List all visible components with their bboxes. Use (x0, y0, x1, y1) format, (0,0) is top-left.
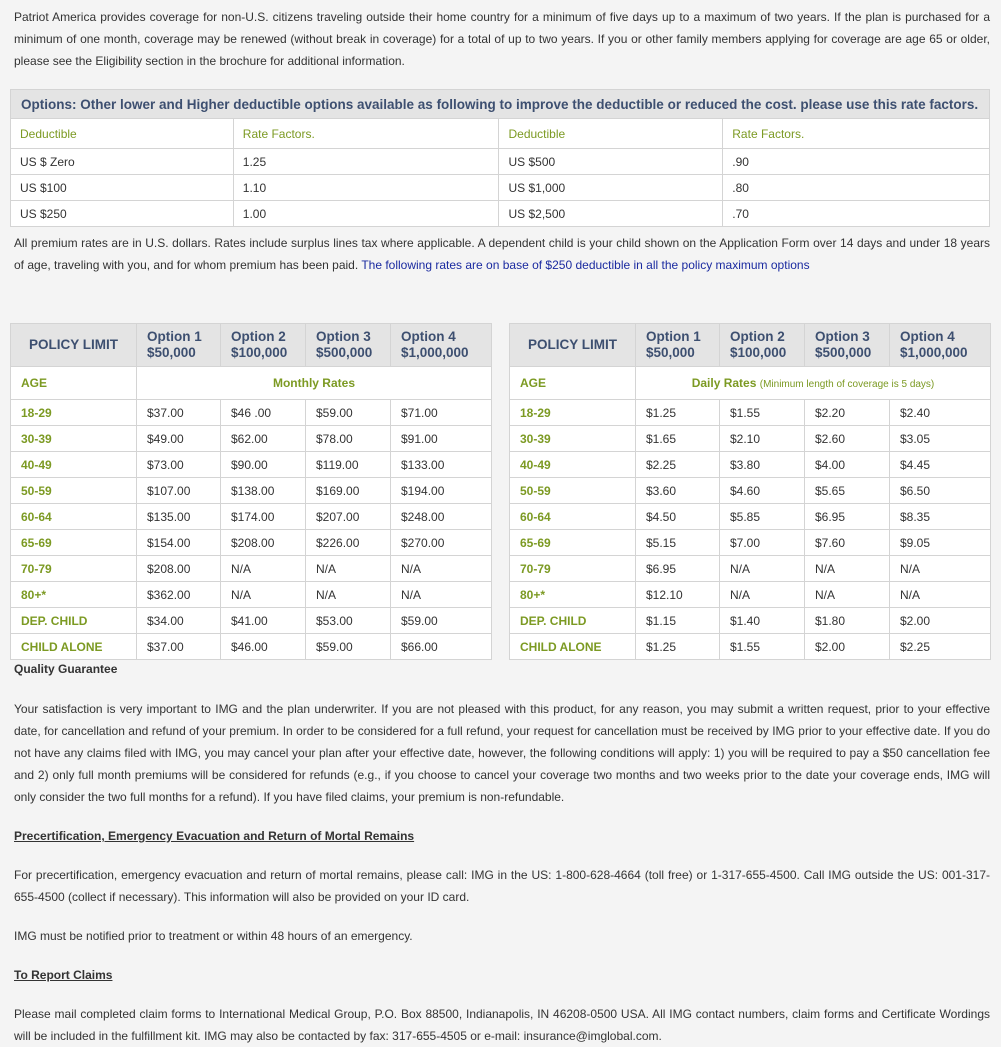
option-header: Option 2 $100,000 (221, 324, 306, 367)
rate-cell: $7.60 (805, 530, 890, 556)
rate-cell: $119.00 (306, 452, 391, 478)
rate-cell: $37.00 (137, 400, 221, 426)
table-row (11, 608, 492, 634)
precertification-heading: Precertification, Emergency Evacuation and Return of Mortal Remains (14, 829, 415, 843)
premium-note-text: All premium rates are in U.S. dollars. Rates include surplus lines tax where applicable. A dependent child is your child shown on the Application Form over 14 days and under 18 years of age, traveling with you, and for whom premium has been paid. (14, 236, 990, 272)
age-group: 18-29 (11, 400, 137, 426)
table-row (510, 608, 991, 634)
rate-factor: 1.00 (233, 201, 499, 227)
rate-cell: $2.25 (890, 634, 991, 660)
age-group: 70-79 (11, 556, 137, 582)
rate-cell: $3.60 (636, 478, 720, 504)
rate-cell: $138.00 (221, 478, 306, 504)
rate-cell: $2.00 (805, 634, 890, 660)
rate-cell: $8.35 (890, 504, 991, 530)
rate-factor: 1.25 (233, 149, 499, 175)
rate-factor-col-header: Rate Factors. (723, 119, 990, 149)
deductible-amount: US $250 (11, 201, 234, 227)
rate-factor: .80 (723, 175, 990, 201)
rate-cell: $6.95 (805, 504, 890, 530)
rate-cell: $46 .00 (221, 400, 306, 426)
rate-cell: $4.60 (720, 478, 805, 504)
rate-cell: $133.00 (391, 452, 492, 478)
notification-text: IMG must be notified prior to treatment or within 48 hours of an emergency. (14, 929, 413, 943)
precertification-text: For precertification, emergency evacuation and return of mortal remains, please call: IMG in the US: 1-800-628-4664 (toll free) or 1-317-655-4500. Call IMG outside the US: 001-317-655-4500 (collect if necessary). This information will also be provided on your ID card. (14, 868, 990, 904)
deductible-amount: US $100 (11, 175, 234, 201)
rate-cell: $4.00 (805, 452, 890, 478)
age-group: CHILD ALONE (11, 634, 137, 660)
table-row (11, 201, 990, 227)
deductible-base-note: The following rates are on base of $250 deductible in all the policy maximum options (361, 258, 810, 272)
rate-factor-col-header: Rate Factors. (233, 119, 499, 149)
rate-cell: N/A (805, 582, 890, 608)
table-row (11, 175, 990, 201)
rate-cell: $2.40 (890, 400, 991, 426)
policy-limit-header: POLICY LIMIT (510, 324, 636, 367)
rate-cell: N/A (720, 556, 805, 582)
table-row (510, 452, 991, 478)
rate-cell: $226.00 (306, 530, 391, 556)
monthly-rates-header: Monthly Rates (137, 367, 492, 400)
table-row (510, 530, 991, 556)
age-group: 30-39 (510, 426, 636, 452)
option-header: Option 3 $500,000 (306, 324, 391, 367)
rate-cell: $2.60 (805, 426, 890, 452)
rate-cell: $2.10 (720, 426, 805, 452)
option-header: Option 2 $100,000 (720, 324, 805, 367)
option-header: Option 4 $1,000,000 (391, 324, 492, 367)
age-group: CHILD ALONE (510, 634, 636, 660)
report-claims-heading: To Report Claims (14, 968, 113, 982)
rate-factor: .70 (723, 201, 990, 227)
rate-factor: 1.10 (233, 175, 499, 201)
rate-cell: $248.00 (391, 504, 492, 530)
table-row (11, 530, 492, 556)
age-group: 40-49 (11, 452, 137, 478)
rate-cell: $1.40 (720, 608, 805, 634)
table-row (11, 400, 492, 426)
rate-cell: N/A (221, 582, 306, 608)
deductible-amount: US $2,500 (499, 201, 723, 227)
age-group: 65-69 (510, 530, 636, 556)
rate-factor: .90 (723, 149, 990, 175)
age-group: 80+* (11, 582, 137, 608)
intro-paragraph: Patriot America provides coverage for non-U.S. citizens traveling outside their home country for a minimum of five days up to a maximum of two years. If the plan is purchased for a minimum of one month, coverage may be renewed (without break in coverage) for a total of up to two years. If you or other family members applying for coverage are age 65 or older, please see the Eligibility section in the brochure for additional information. (14, 10, 990, 68)
rate-cell: $1.25 (636, 634, 720, 660)
rate-cell: N/A (391, 556, 492, 582)
rate-cell: N/A (306, 582, 391, 608)
rate-cell: $91.00 (391, 426, 492, 452)
rate-cell: $5.65 (805, 478, 890, 504)
rate-cell: $59.00 (391, 608, 492, 634)
option-header: Option 3 $500,000 (805, 324, 890, 367)
rate-cell: $1.80 (805, 608, 890, 634)
rate-cell: $5.15 (636, 530, 720, 556)
option-header: Option 1 $50,000 (137, 324, 221, 367)
rate-cell: $9.05 (890, 530, 991, 556)
age-group: 30-39 (11, 426, 137, 452)
table-row (11, 452, 492, 478)
rate-cell: $2.25 (636, 452, 720, 478)
rate-cell: $12.10 (636, 582, 720, 608)
rate-cell: N/A (720, 582, 805, 608)
rate-cell: $49.00 (137, 426, 221, 452)
table-row (510, 400, 991, 426)
rate-cell: N/A (890, 582, 991, 608)
deductible-amount: US $1,000 (499, 175, 723, 201)
rate-cell: $5.85 (720, 504, 805, 530)
rate-cell: $2.20 (805, 400, 890, 426)
rate-cell: $169.00 (306, 478, 391, 504)
rate-cell: $41.00 (221, 608, 306, 634)
premium-note (14, 232, 990, 276)
table-row (11, 634, 492, 660)
deductible-col-header: Deductible (499, 119, 723, 149)
table-row (11, 504, 492, 530)
deductible-options-heading: Options: Other lower and Higher deductible options available as following to improve the deductible or reduced the cost. please use this rate factors. (11, 90, 990, 119)
rate-cell: N/A (805, 556, 890, 582)
rate-cell: $1.25 (636, 400, 720, 426)
rate-cell: $6.95 (636, 556, 720, 582)
rate-cell: $37.00 (137, 634, 221, 660)
rate-cell: $1.65 (636, 426, 720, 452)
table-row (510, 426, 991, 452)
table-row (11, 556, 492, 582)
rate-cell: N/A (306, 556, 391, 582)
rate-cell: $34.00 (137, 608, 221, 634)
deductible-col-header: Deductible (11, 119, 234, 149)
deductible-amount: US $ Zero (11, 149, 234, 175)
age-group: 18-29 (510, 400, 636, 426)
rate-cell: $7.00 (720, 530, 805, 556)
monthly-rates-body (11, 400, 492, 660)
table-row (11, 582, 492, 608)
daily-min-note: (Minimum length of coverage is 5 days) (759, 379, 935, 390)
rate-cell: $154.00 (137, 530, 221, 556)
option-header: Option 4 $1,000,000 (890, 324, 991, 367)
age-group: 70-79 (510, 556, 636, 582)
policy-limit-header: POLICY LIMIT (11, 324, 137, 367)
rate-cell: $194.00 (391, 478, 492, 504)
rate-cell: $53.00 (306, 608, 391, 634)
rate-cell: $174.00 (221, 504, 306, 530)
rate-cell: $1.55 (720, 634, 805, 660)
age-header: AGE (11, 367, 137, 400)
rate-cell: $90.00 (221, 452, 306, 478)
daily-rates-body (510, 400, 991, 660)
rate-cell: $71.00 (391, 400, 492, 426)
age-group: DEP. CHILD (11, 608, 137, 634)
rate-cell: $2.00 (890, 608, 991, 634)
age-group: 60-64 (510, 504, 636, 530)
table-row (510, 478, 991, 504)
rate-cell: $59.00 (306, 634, 391, 660)
rate-cell: $362.00 (137, 582, 221, 608)
rate-cell: $6.50 (890, 478, 991, 504)
rate-cell: $3.80 (720, 452, 805, 478)
age-group: 80+* (510, 582, 636, 608)
age-group: 65-69 (11, 530, 137, 556)
report-claims-text: Please mail completed claim forms to International Medical Group, P.O. Box 88500, Indianapolis, IN 46208-0500 USA. All IMG contact numbers, claim forms and Certificate Wordings will be included in the fulfillment kit. IMG may also be contacted by fax: 317-655-4505 or e-mail: insurance@imglobal.com. (14, 1007, 990, 1043)
table-row (510, 582, 991, 608)
table-row (11, 149, 990, 175)
age-group: 40-49 (510, 452, 636, 478)
rate-cell: N/A (221, 556, 306, 582)
rate-cell: $59.00 (306, 400, 391, 426)
option-header: Option 1 $50,000 (636, 324, 720, 367)
rate-cell: $208.00 (221, 530, 306, 556)
rate-cell: N/A (391, 582, 492, 608)
rate-cell: $4.50 (636, 504, 720, 530)
rate-cell: $78.00 (306, 426, 391, 452)
rate-cell: $270.00 (391, 530, 492, 556)
rate-cell: $107.00 (137, 478, 221, 504)
rate-cell: $1.55 (720, 400, 805, 426)
rate-cell: $1.15 (636, 608, 720, 634)
quality-guarantee-heading: Quality Guarantee (14, 662, 118, 676)
rate-cell: N/A (890, 556, 991, 582)
age-group: 50-59 (510, 478, 636, 504)
age-group: DEP. CHILD (510, 608, 636, 634)
rate-cell: $62.00 (221, 426, 306, 452)
rate-cell: $4.45 (890, 452, 991, 478)
table-row (11, 426, 492, 452)
rate-cell: $135.00 (137, 504, 221, 530)
table-row (510, 634, 991, 660)
rate-cell: $46.00 (221, 634, 306, 660)
daily-rates-table (509, 323, 991, 660)
quality-guarantee-text: Your satisfaction is very important to IMG and the plan underwriter. If you are not pleased with this product, for any reason, you may submit a written request, prior to your effective date, for cancellation and refund of your premium. In order to be considered for a full refund, your request for cancellation must be received by IMG prior to your effective date. If you do not have any claims filed with IMG, you may cancel your plan after your effective date, however, the following conditions will apply: 1) you will be required to pay a $50 cancellation fee and 2) only full month premiums will be considered for refunds (e.g., if you choose to cancel your coverage two months and two weeks prior to the date your coverage ends, IMG will only consider the two full months for a refund). If you have filed claims, your premium is non-refundable. (14, 702, 990, 804)
age-group: 60-64 (11, 504, 137, 530)
age-group: 50-59 (11, 478, 137, 504)
rate-cell: $207.00 (306, 504, 391, 530)
table-row (510, 556, 991, 582)
monthly-rates-table (10, 323, 492, 660)
rate-cell: $73.00 (137, 452, 221, 478)
rate-cell: $66.00 (391, 634, 492, 660)
table-row (11, 478, 492, 504)
rate-cell: $3.05 (890, 426, 991, 452)
deductible-amount: US $500 (499, 149, 723, 175)
table-row (510, 504, 991, 530)
daily-rates-header: Daily Rates (Minimum length of coverage is 5 days) (636, 367, 991, 400)
age-header: AGE (510, 367, 636, 400)
rate-cell: $208.00 (137, 556, 221, 582)
deductible-table (10, 89, 990, 227)
